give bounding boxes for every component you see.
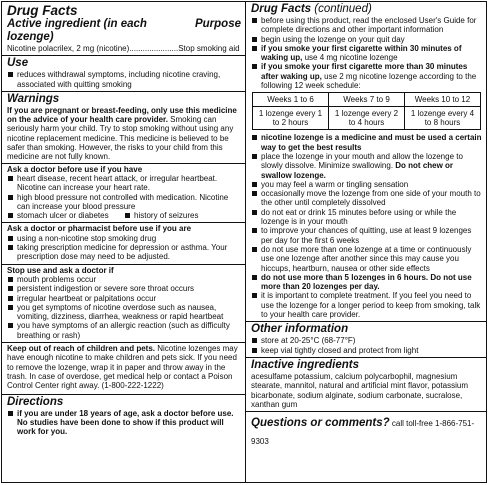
pregnancy-warning-text: Smoking can seriously harm your child. Try to stop smoking without using any nicotine replacement medicine. This medicine is believed to be safer than smoking. However, the risks to your child from this medicine are not fully known. [7,115,234,162]
inactive-ingredients-text: acesulfame potassium, calcium polycarbophil, magnesium stearate, mannitol, natural and artificial mint flavor, potassium bicarbonate, sodium alginate, sodium carbonate, sucralose, xanthan gum [251,371,468,409]
list-item-text: use 4 mg nicotine lozenge [302,53,398,63]
keep-out-bold: Keep out of reach of children and pets. [7,344,156,354]
list-item: mouth problems occur [7,275,241,284]
purpose-text: Stop smoking aid [178,44,240,53]
ask-doctor-heading: Ask a doctor before use if you have [7,164,143,174]
stop-use-heading: Stop use and ask a doctor if [7,265,114,275]
active-ingredient-text: Nicotine polacrilex, 2 mg (nicotine) [7,44,130,53]
list-item: begin using the lozenge on your quit day [251,35,482,44]
right-column [246,2,486,482]
directions-section [2,395,245,439]
schedule-header: Weeks 7 to 9 [329,93,405,107]
use-heading: Use [7,57,29,70]
list-item-text: use 2 mg nicotine lozenge according to the following 12 week schedule: [261,71,477,91]
list-item: before using this product, read the enclosed User's Guide for complete directions and other important information [251,16,482,35]
continued-title [251,3,482,16]
ask-doctor-block [2,163,245,222]
other-information-section [246,322,486,358]
left-column [2,2,246,482]
list-item: you may feel a warm or tingling sensation [251,180,482,189]
purpose-heading: Purpose [194,18,241,30]
list-item [251,152,482,180]
list-item-text: place the lozenge in your mouth and allow the lozenge to slowly dissolve. Minimize swallowing. [261,151,463,171]
list-item: to improve your chances of quitting, use at least 9 lozenges per day for the first 6 weeks [251,226,482,245]
inactive-ingredients-section [246,358,486,412]
schedule-cell: 1 lozenge every 2 to 4 hours [329,107,405,130]
schedule-cell: 1 lozenge every 4 to 8 hours [405,107,481,130]
continued-title-suffix: (continued) [311,3,372,15]
directions-heading: Directions [7,395,64,408]
use-item: reduces withdrawal symptoms, including nicotine craving, associated with quitting smoking [7,70,241,89]
list-item: nicotine lozenge is a medicine and must be used a certain way to get the best results [251,133,482,152]
keep-out-rest: Nicotine lozenges may have enough nicotine to make children and pets sick. If you need to remove the lozenge, wrap it in paper and throw away in the trash. In case of overdose, get medical help or contact a Poison Control Center right away. (1-800-222-1222) [7,344,238,391]
directions-continued-section [246,2,486,322]
list-item: it is important to complete treatment. If you feel you need to use the lozenge for a longer period to keep from smoking, talk to your health care provider. [251,291,482,319]
list-item: stomach ulcer or diabetes [7,211,124,220]
list-item [251,44,482,63]
warnings-heading: Warnings [7,92,60,105]
list-item: high blood pressure not controlled with medication. Nicotine can increase your blood pressure [7,193,241,212]
list-item: irregular heartbeat or palpitations occur [7,294,241,303]
ask-pharmacist-heading: Ask a doctor or pharmacist before use if you are [7,224,192,234]
list-item: do not eat or drink 15 minutes before using or while the lozenge is in your mouth [251,208,482,227]
continued-title-main: Drug Facts [251,3,312,15]
stop-use-block [2,264,245,341]
list-item: do not use more than one lozenge at a time or continuously use one lozenge after another since this may cause you hiccups, heartburn, nausea or other side effects [251,245,482,273]
list-item: using a non-nicotine stop smoking drug [7,234,241,243]
pregnancy-warning [7,106,241,162]
active-ingredient-line [7,44,241,53]
questions-section [246,412,486,451]
list-item: keep vial tightly closed and protect from light [251,346,482,355]
list-item: store at 20-25°C (68-77°F) [251,336,482,345]
drug-facts-panel [1,1,487,483]
leader-dots: ...................... [129,44,179,53]
list-item: taking prescription medicine for depression or asthma. Your prescription dose may need to be adjusted. [7,243,241,262]
active-ingredient-heading: Active ingredient (in each lozenge) [7,18,147,43]
keep-out-block [2,342,245,391]
page-title: Drug Facts [7,3,78,18]
schedule-table [252,92,481,130]
list-item-bold: if you smoke your first cigarette within 30 minutes of waking up, [261,43,462,63]
list-item: if you are under 18 years of age, ask a doctor before use. No studies have been done to show if this product will work for you. [7,409,241,437]
ask-pharmacist-block [2,222,245,262]
list-item: you get symptoms of nicotine overdose such as nausea, vomiting, dizziness, diarrhea, weakness or rapid heartbeat [7,303,241,322]
inactive-ingredients-heading: Inactive ingredients [251,358,360,371]
schedule-cell: 1 lozenge every 1 to 2 hours [253,107,329,130]
list-item [251,62,482,90]
keep-out-text [7,344,241,390]
list-item-bold: Do not chew or swallow lozenge. [261,161,454,180]
title-section [2,2,245,56]
pregnancy-warning-bold: If you are pregnant or breast-feeding, only use this medicine on the advice of your health care provider. [7,105,237,125]
warnings-section [2,92,245,395]
list-item-bold: if you smoke your first cigarette more than 30 minutes after waking up, [261,62,468,81]
list-item: persistent indigestion or severe sore throat occurs [7,284,241,293]
list-item: history of seizures [124,211,241,220]
schedule-header: Weeks 10 to 12 [405,93,481,107]
questions-heading: Questions or comments? [251,417,390,430]
schedule-header: Weeks 1 to 6 [253,93,329,107]
other-information-heading: Other information [251,323,349,336]
use-section [2,56,245,92]
list-item: you have symptoms of an allergic reaction (such as difficulty breathing or rash) [7,321,241,340]
list-item: do not use more than 5 lozenges in 6 hours. Do not use more than 20 lozenges per day. [251,273,482,292]
questions-phone: call toll-free 1-866-751-9303 [251,419,475,447]
list-item: heart disease, recent heart attack, or irregular heartbeat. Nicotine can increase your heart rate. [7,174,241,193]
list-item: occasionally move the lozenge from one side of your mouth to the other until completely dissolved [251,189,482,208]
